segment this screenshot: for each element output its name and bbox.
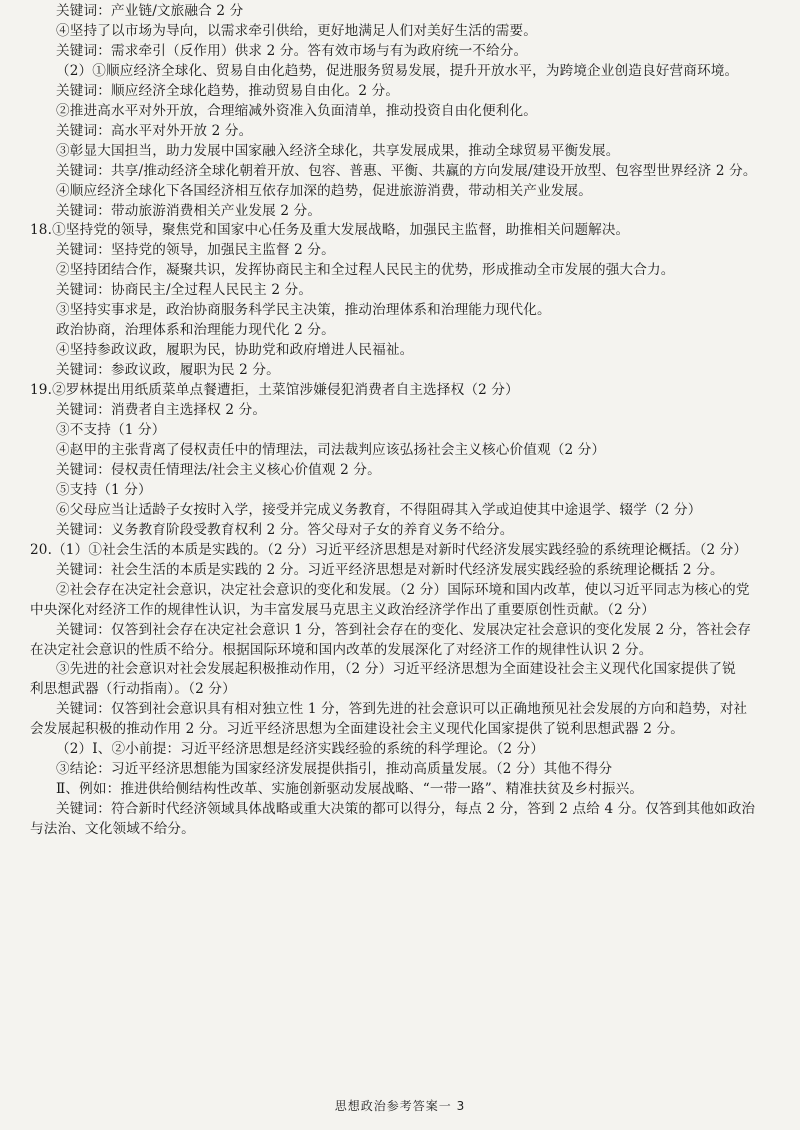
text-line: ③坚持实事求是，政治协商服务科学民主决策，推动治理体系和治理能力现代化。 bbox=[56, 302, 551, 319]
text-line: 在决定社会意识的性质不给分。根据国际环境和国内改革的发展深化了对经济工作的规律性认识 2 分。 bbox=[30, 641, 653, 658]
text-line: 关键词：消费者自主选择权 2 分。 bbox=[56, 402, 267, 419]
text-line: 关键词：侵权责任情理法/社会主义核心价值观 2 分。 bbox=[56, 461, 381, 478]
text-line: ③结论：习近平经济思想能为国家经济发展提供指引，推动高质量发展。（2 分）其他不得分 bbox=[56, 761, 613, 778]
text-line: 关键词：仅答到社会意识具有相对独立性 1 分，答到先进的社会意识可以正确地预见社会发展的方向和趋势，对社 bbox=[56, 701, 748, 718]
text-line: 中央深化对经济工作的规律性认识，为丰富发展马克思主义政治经济学作出了重要原创性贡献。（2 分） bbox=[30, 601, 655, 618]
text-line: 关键词：高水平对外开放 2 分。 bbox=[56, 122, 253, 139]
text-line: ②坚持团结合作，凝聚共识，发挥协商民主和全过程人民民主的优势，形成推动全市发展的强大合力。 bbox=[56, 262, 675, 279]
text-line: 利思想武器（行动指南）。（2 分） bbox=[30, 681, 236, 698]
text-line: 关键词：参政议政，履职为民 2 分。 bbox=[56, 362, 280, 379]
text-line: 关键词：顺应经济全球化趋势，推动贸易自由化。2 分。 bbox=[56, 82, 400, 99]
text-line: ②推进高水平对外开放，合理缩减外资准入负面清单，推动投资自由化便利化。 bbox=[56, 102, 538, 119]
text-line: 19.②罗林提出用纸质菜单点餐遭拒，土菜馆涉嫌侵犯消费者自主选择权（2 分） bbox=[30, 382, 519, 399]
text-line: ④坚持参政议政，履职为民，协助党和政府增进人民福祉。 bbox=[56, 342, 414, 359]
text-line: ②社会存在决定社会意识，决定社会意识的变化和发展。（2 分）国际环境和国内改革，使以习近平同志为核心的党 bbox=[56, 581, 750, 598]
text-line: 18.①坚持党的领导，聚焦党和国家中心任务及重大发展战略，加强民主监督，助推相关问题解决。 bbox=[30, 222, 630, 239]
text-line: 关键词：坚持党的领导，加强民主监督 2 分。 bbox=[56, 242, 335, 259]
text-line: ④赵甲的主张背离了侵权责任中的情理法，司法裁判应该弘扬社会主义核心价值观（2 分） bbox=[56, 441, 606, 458]
text-line: 关键词：义务教育阶段受教育权利 2 分。答父母对子女的养育义务不给分。 bbox=[56, 521, 514, 538]
text-line: 关键词：仅答到社会存在决定社会意识 1 分，答到社会存在的变化、发展决定社会意识的变化发展 2 分，答社会存 bbox=[56, 621, 752, 638]
text-line: 关键词：带动旅游消费相关产业发展 2 分。 bbox=[56, 202, 322, 219]
text-line: 关键词：需求牵引（反作用）供求 2 分。答有效市场与有为政府统一不给分。 bbox=[56, 42, 528, 59]
page-footer: 思想政治参考答案一 3 bbox=[334, 1099, 466, 1113]
text-line: 20.（1）①社会生活的本质是实践的。（2 分）习近平经济思想是对新时代经济发展实践经验的系统理论概括。（2 分） bbox=[30, 541, 748, 558]
text-line: 关键词：协商民主/全过程人民民主 2 分。 bbox=[56, 282, 313, 299]
text-line: 政治协商，治理体系和治理能力现代化 2 分。 bbox=[56, 322, 335, 339]
text-line: 关键词：社会生活的本质是实践的 2 分。习近平经济思想是对新时代经济发展实践经验的系统理论概括 2 分。 bbox=[56, 561, 724, 578]
text-line: ⑤支持（1 分） bbox=[56, 481, 152, 498]
text-line: （2）①顺应经济全球化、贸易自由化趋势，促进服务贸易发展，提升开放水平，为跨境企业创造良好营商环境。 bbox=[56, 62, 739, 79]
text-line: 关键词：符合新时代经济领域具体战略或重大决策的都可以得分，每点 2 分，答到 2 点给 4 分。仅答到其他如政治 bbox=[56, 801, 756, 818]
text-line: ④顺应经济全球化下各国经济相互依存加深的趋势，促进旅游消费，带动相关产业发展。 bbox=[56, 182, 593, 199]
text-line: 会发展起积极的推动作用 2 分。习近平经济思想为全面建设社会主义现代化国家提供了锐利思想武器 2 分。 bbox=[30, 721, 684, 738]
text-line: ③彰显大国担当，助力发展中国家融入经济全球化，共享发展成果，推动全球贸易平衡发展。 bbox=[56, 142, 620, 159]
text-line: 与法治、文化领域不给分。 bbox=[30, 821, 195, 838]
answer-content bbox=[30, 2, 782, 840]
text-line: 关键词：产业链/文旅融合 2 分 bbox=[56, 3, 244, 19]
text-line: （2）Ⅰ、②小前提：习近平经济思想是经济实践经验的系统的科学理论。（2 分） bbox=[56, 741, 545, 758]
text-line: ③先进的社会意识对社会发展起积极推动作用，（2 分）习近平经济思想为全面建设社会主义现代化国家提供了锐 bbox=[56, 661, 736, 678]
text-line: ③不支持（1 分） bbox=[56, 422, 166, 439]
text-line: Ⅱ、例如：推进供给侧结构性改革、实施创新驱动发展战略、“一带一路”、精准扶贫及乡村振兴。 bbox=[56, 781, 644, 798]
text-line: ⑥父母应当让适龄子女按时入学，接受并完成义务教育，不得阻碍其入学或迫使其中途退学、辍学（2 分） bbox=[56, 501, 702, 518]
text-line: ④坚持了以市场为导向，以需求牵引供给，更好地满足人们对美好生活的需要。 bbox=[56, 22, 538, 39]
text-line: 关键词：共享/推动经济全球化朝着开放、包容、普惠、平衡、共赢的方向发展/建设开放型、包容型世界经济 2 分。 bbox=[56, 162, 757, 179]
